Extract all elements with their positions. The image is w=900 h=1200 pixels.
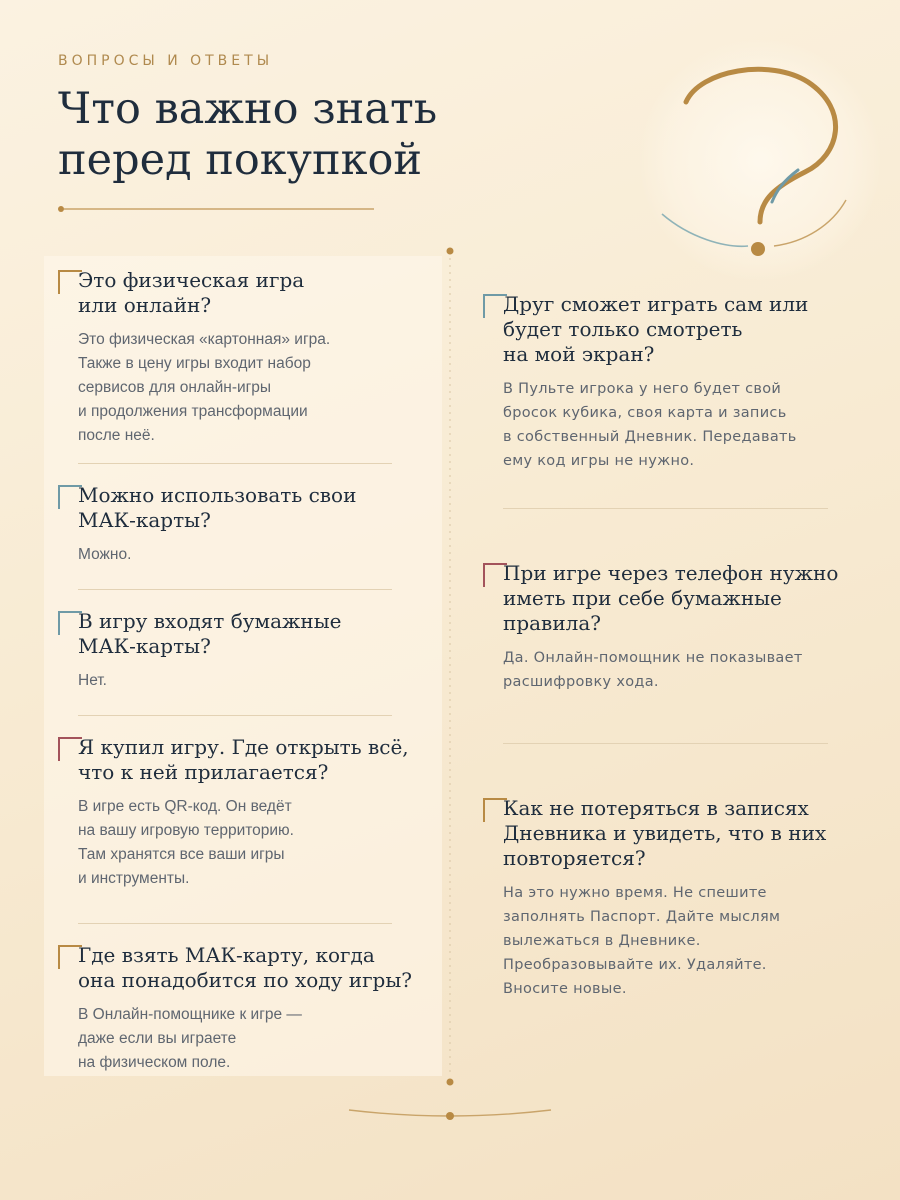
corner-bracket-icon — [58, 270, 82, 294]
answer-line: Вносите новые. — [503, 981, 627, 997]
title-line: Что важно знать — [58, 84, 438, 134]
question-line: на мой экран? — [503, 342, 655, 366]
section-kicker: ВОПРОСЫ И ОТВЕТЫ — [58, 53, 274, 69]
faq-separator — [78, 923, 392, 924]
faq-answer — [503, 646, 848, 694]
question-line: МАК-карты? — [78, 508, 211, 532]
faq-item — [503, 796, 848, 1001]
question-line: В игру входят бумажные — [78, 609, 342, 633]
page-title — [58, 84, 437, 186]
corner-bracket-icon — [483, 294, 507, 318]
answer-line: вылежаться в Дневнике. — [503, 933, 701, 949]
faq-question — [503, 561, 848, 636]
faq-item — [78, 483, 448, 567]
faq-answer — [78, 328, 448, 448]
question-line: или онлайн? — [78, 293, 212, 317]
faq-separator — [78, 589, 392, 590]
question-line: будет только смотреть — [503, 317, 743, 341]
corner-bracket-icon — [58, 485, 82, 509]
faq-answer — [78, 795, 448, 891]
faq-item — [78, 268, 448, 448]
question-line: Как не потеряться в записях — [503, 796, 809, 820]
bottom-ornament — [345, 1098, 555, 1128]
answer-line: бросок кубика, своя карта и запись — [503, 405, 787, 421]
corner-bracket-icon — [483, 798, 507, 822]
answer-line: расшифровку хода. — [503, 674, 659, 690]
answer-line: Нет. — [78, 672, 107, 689]
question-line: Можно использовать свои — [78, 483, 357, 507]
answer-line: и инструменты. — [78, 870, 190, 887]
faq-question — [503, 796, 848, 871]
question-line: правила? — [503, 611, 601, 635]
faq-separator — [503, 743, 828, 744]
question-line: МАК-карты? — [78, 634, 211, 658]
faq-item — [503, 561, 848, 694]
question-line: Где взять МАК-карту, когда — [78, 943, 375, 967]
answer-line: на физическом поле. — [78, 1054, 231, 1071]
title-line: перед покупкой — [58, 135, 423, 185]
corner-bracket-icon — [58, 737, 82, 761]
corner-bracket-icon — [58, 611, 82, 635]
faq-question — [503, 292, 848, 367]
question-line: Друг сможет играть сам или — [503, 292, 809, 316]
faq-item — [78, 943, 448, 1075]
question-line: При игре через телефон нужно — [503, 561, 839, 585]
question-line: Это физическая игра — [78, 268, 305, 292]
title-underline — [58, 206, 378, 212]
faq-separator — [78, 715, 392, 716]
answer-line: ему код игры не нужно. — [503, 453, 695, 469]
answer-line: Это физическая «картонная» игра. — [78, 331, 331, 348]
question-line: Дневника и увидеть, что в них — [503, 821, 827, 845]
answer-line: на вашу игровую территорию. — [78, 822, 294, 839]
answer-line: в собственный Дневник. Передавать — [503, 429, 797, 445]
answer-line: Да. Онлайн-помощник не показывает — [503, 650, 803, 666]
faq-item — [503, 292, 848, 473]
question-line: она понадобится по ходу игры? — [78, 968, 412, 992]
faq-separator — [78, 463, 392, 464]
answer-line: В Онлайн-помощнике к игре — — [78, 1006, 302, 1023]
faq-item — [78, 609, 448, 693]
faq-answer — [503, 881, 848, 1001]
question-line: повторяется? — [503, 846, 646, 870]
answer-line: В игре есть QR-код. Он ведёт — [78, 798, 292, 815]
corner-bracket-icon — [58, 945, 82, 969]
answer-line: после неё. — [78, 427, 155, 444]
faq-answer — [78, 669, 448, 693]
answer-line: На это нужно время. Не спешите — [503, 885, 767, 901]
faq-item — [78, 735, 448, 891]
question-line: Я купил игру. Где открыть всё, — [78, 735, 409, 759]
answer-line: Там хранятся все ваши игры — [78, 846, 285, 863]
faq-separator — [503, 508, 828, 509]
faq-question — [78, 943, 448, 993]
answer-line: В Пульте игрока у него будет свой — [503, 381, 782, 397]
answer-line: заполнять Паспорт. Дайте мыслям — [503, 909, 781, 925]
faq-answer — [503, 377, 848, 473]
answer-line: даже если вы играете — [78, 1030, 237, 1047]
faq-question — [78, 483, 448, 533]
answer-line: Также в цену игры входит набор — [78, 355, 311, 372]
question-line: что к ней прилагается? — [78, 760, 329, 784]
faq-answer — [78, 1003, 448, 1075]
faq-question — [78, 609, 448, 659]
answer-line: Преобразовывайте их. Удаляйте. — [503, 957, 767, 973]
answer-line: и продолжения трансформации — [78, 403, 308, 420]
answer-line: Можно. — [78, 546, 132, 563]
question-line: иметь при себе бумажные — [503, 586, 782, 610]
corner-bracket-icon — [483, 563, 507, 587]
answer-line: сервисов для онлайн-игры — [78, 379, 272, 396]
question-mark-icon — [650, 60, 870, 270]
faq-question — [78, 735, 448, 785]
faq-answer — [78, 543, 448, 567]
faq-question — [78, 268, 448, 318]
